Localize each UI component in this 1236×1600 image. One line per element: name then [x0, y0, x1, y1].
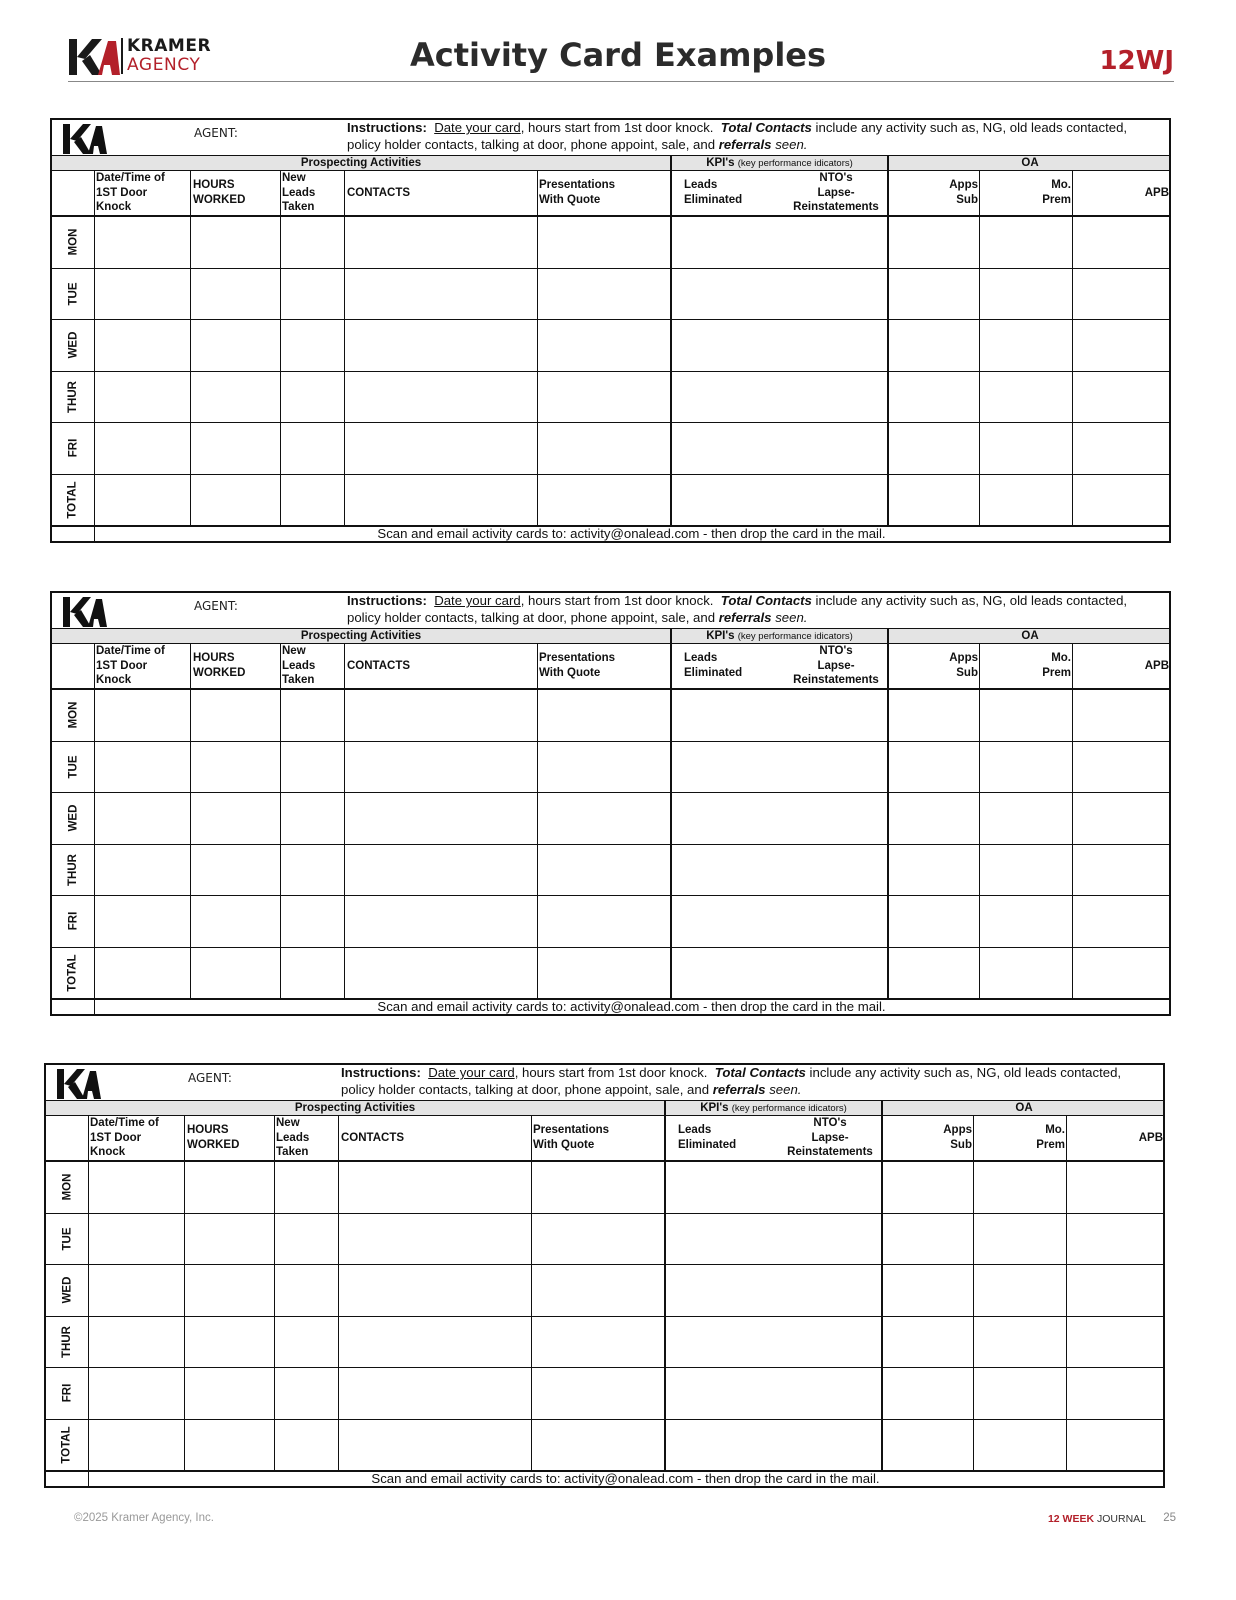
grid-line — [1066, 1115, 1067, 1470]
grid-line — [52, 792, 1169, 793]
row-label-mon: MON — [67, 228, 79, 256]
col-mo-prem: Mo. Prem — [1042, 179, 1071, 206]
col-hours-worked: HOURS WORKED — [187, 1124, 240, 1151]
grid-line — [52, 422, 1169, 423]
col-contacts: CONTACTS — [347, 187, 411, 199]
grid-line — [52, 474, 1169, 475]
col-date-time: Date/Time of 1ST Door Knock — [90, 1117, 159, 1158]
logo-line-2: AGENCY — [127, 55, 201, 75]
col-ntos: NTO's Lapse- Reinstatements — [793, 172, 879, 213]
grid-line — [46, 1115, 1163, 1116]
row-label-fri: FRI — [67, 438, 79, 458]
group-kpi: KPI's (key performance idicators) — [706, 630, 853, 642]
col-apb: APB — [1144, 187, 1169, 199]
grid-line — [46, 1419, 1163, 1420]
col-mo-prem: Mo. Prem — [1042, 652, 1071, 679]
grid-line — [94, 170, 95, 543]
grid-line — [46, 1367, 1163, 1368]
row-label-thur: THUR — [66, 854, 79, 886]
row-label-thur: THUR — [60, 1326, 73, 1358]
group-oa: OA — [1015, 1102, 1033, 1114]
row-label-thur: THUR — [66, 381, 79, 413]
grid-line — [190, 170, 191, 525]
row-label-mon: MON — [61, 1173, 73, 1201]
grid-line — [537, 643, 538, 998]
col-ntos: NTO's Lapse- Reinstatements — [787, 1117, 873, 1158]
col-new-leads: New Leads Taken — [276, 1117, 310, 1158]
page-number: 25 — [1163, 1512, 1176, 1524]
row-label-fri: FRI — [61, 1383, 73, 1403]
row-label-tue: TUE — [67, 282, 79, 306]
col-date-time: Date/Time of 1ST Door Knock — [96, 172, 165, 213]
col-apb: APB — [1138, 1132, 1163, 1144]
logo-line-1: KRAMER — [127, 36, 212, 56]
grid-line — [52, 268, 1169, 269]
grid-line — [979, 643, 980, 998]
group-oa: OA — [1021, 630, 1039, 642]
row-label-total: TOTAL — [66, 481, 79, 519]
card-footer-note: Scan and email activity cards to: activity@onalead.com - then drop the card in the mail. — [371, 1471, 880, 1486]
grid-line — [1072, 643, 1073, 998]
col-contacts: CONTACTS — [341, 1132, 405, 1144]
activity-card — [50, 118, 1171, 543]
grid-line — [531, 1115, 532, 1470]
col-presentations: Presentations With Quote — [533, 1124, 610, 1151]
ka-logo-icon — [62, 123, 108, 155]
row-label-wed: WED — [67, 331, 79, 359]
row-label-total: TOTAL — [60, 1426, 73, 1464]
grid-line — [52, 215, 1169, 217]
instructions: Instructions: Date your card, hours start from 1st door knock. Total Contacts include any activity such as, NG, old leads contacted, policy holder contacts, talking at door, phone appoint, sale, and referrals seen. — [347, 120, 1128, 152]
group-kpi: KPI's (key performance idicators) — [706, 157, 853, 169]
grid-line — [46, 1160, 1163, 1162]
header-rule — [68, 81, 1174, 82]
grid-line — [338, 1115, 339, 1470]
col-apps-sub: Apps Sub — [943, 1124, 972, 1151]
copyright: ©2025 Kramer Agency, Inc. — [74, 1512, 214, 1524]
grid-line — [1072, 170, 1073, 525]
group-prospecting: Prospecting Activities — [294, 1102, 416, 1114]
grid-line — [344, 643, 345, 998]
instructions: Instructions: Date your card, hours start from 1st door knock. Total Contacts include any activity such as, NG, old leads contacted, policy holder contacts, talking at door, phone appoint, sale, and referrals seen. — [341, 1065, 1122, 1097]
row-label-fri: FRI — [67, 911, 79, 931]
journal-label: 12 WEEK JOURNAL — [1047, 1513, 1146, 1525]
row-label-tue: TUE — [67, 755, 79, 779]
grid-line — [274, 1115, 275, 1470]
grid-line — [664, 1101, 666, 1470]
col-ntos: NTO's Lapse- Reinstatements — [793, 645, 879, 686]
grid-line — [973, 1115, 974, 1470]
row-label-wed: WED — [61, 1276, 73, 1304]
grid-line — [190, 643, 191, 998]
grid-line — [887, 629, 889, 998]
grid-line — [52, 643, 1169, 644]
grid-line — [280, 643, 281, 998]
row-label-wed: WED — [67, 804, 79, 832]
ka-logo-icon — [62, 596, 108, 628]
col-apps-sub: Apps Sub — [949, 179, 978, 206]
grid-line — [52, 319, 1169, 320]
grid-line — [52, 688, 1169, 690]
row-label-tue: TUE — [61, 1227, 73, 1251]
card-footer-note: Scan and email activity cards to: activity@onalead.com - then drop the card in the mail. — [377, 999, 886, 1014]
grid-line — [46, 1264, 1163, 1265]
grid-line — [887, 156, 889, 525]
grid-line — [979, 170, 980, 525]
grid-line — [52, 741, 1169, 742]
grid-line — [537, 170, 538, 525]
grid-line — [46, 1316, 1163, 1317]
col-presentations: Presentations With Quote — [539, 652, 616, 679]
agent-label: AGENT: — [188, 1071, 232, 1085]
activity-card — [44, 1063, 1165, 1488]
grid-line — [881, 1101, 883, 1470]
grid-line — [52, 947, 1169, 948]
col-new-leads: New Leads Taken — [282, 645, 316, 686]
card-footer-note: Scan and email activity cards to: activity@onalead.com - then drop the card in the mail. — [377, 526, 886, 541]
group-prospecting: Prospecting Activities — [300, 630, 422, 642]
activity-card — [50, 591, 1171, 1016]
row-label-total: TOTAL — [66, 954, 79, 992]
col-apb: APB — [1144, 660, 1169, 672]
grid-line — [52, 371, 1169, 372]
ka-logo-icon — [56, 1068, 102, 1100]
col-hours-worked: HOURS WORKED — [193, 179, 246, 206]
group-oa: OA — [1021, 157, 1039, 169]
grid-line — [52, 895, 1169, 896]
col-new-leads: New Leads Taken — [282, 172, 316, 213]
brand-code: 12WJ — [1099, 46, 1174, 76]
agent-label: AGENT: — [194, 599, 238, 613]
group-prospecting: Prospecting Activities — [300, 157, 422, 169]
grid-line — [88, 1115, 89, 1488]
grid-line — [344, 170, 345, 525]
row-label-mon: MON — [67, 701, 79, 729]
col-date-time: Date/Time of 1ST Door Knock — [96, 645, 165, 686]
grid-line — [46, 1213, 1163, 1214]
col-leads-eliminated: Leads Eliminated — [678, 1124, 737, 1151]
grid-line — [52, 844, 1169, 845]
col-hours-worked: HOURS WORKED — [193, 652, 246, 679]
grid-line — [670, 629, 672, 998]
col-leads-eliminated: Leads Eliminated — [684, 652, 743, 679]
grid-line — [94, 643, 95, 1016]
col-apps-sub: Apps Sub — [949, 652, 978, 679]
grid-line — [280, 170, 281, 525]
grid-line — [52, 170, 1169, 171]
col-leads-eliminated: Leads Eliminated — [684, 179, 743, 206]
agent-label: AGENT: — [194, 126, 238, 140]
grid-line — [670, 156, 672, 525]
page-title: Activity Card Examples — [409, 36, 827, 74]
grid-line — [184, 1115, 185, 1470]
col-mo-prem: Mo. Prem — [1036, 1124, 1065, 1151]
col-contacts: CONTACTS — [347, 660, 411, 672]
instructions: Instructions: Date your card, hours start from 1st door knock. Total Contacts include any activity such as, NG, old leads contacted, policy holder contacts, talking at door, phone appoint, sale, and referrals seen. — [347, 593, 1128, 625]
col-presentations: Presentations With Quote — [539, 179, 616, 206]
group-kpi: KPI's (key performance idicators) — [700, 1102, 847, 1114]
